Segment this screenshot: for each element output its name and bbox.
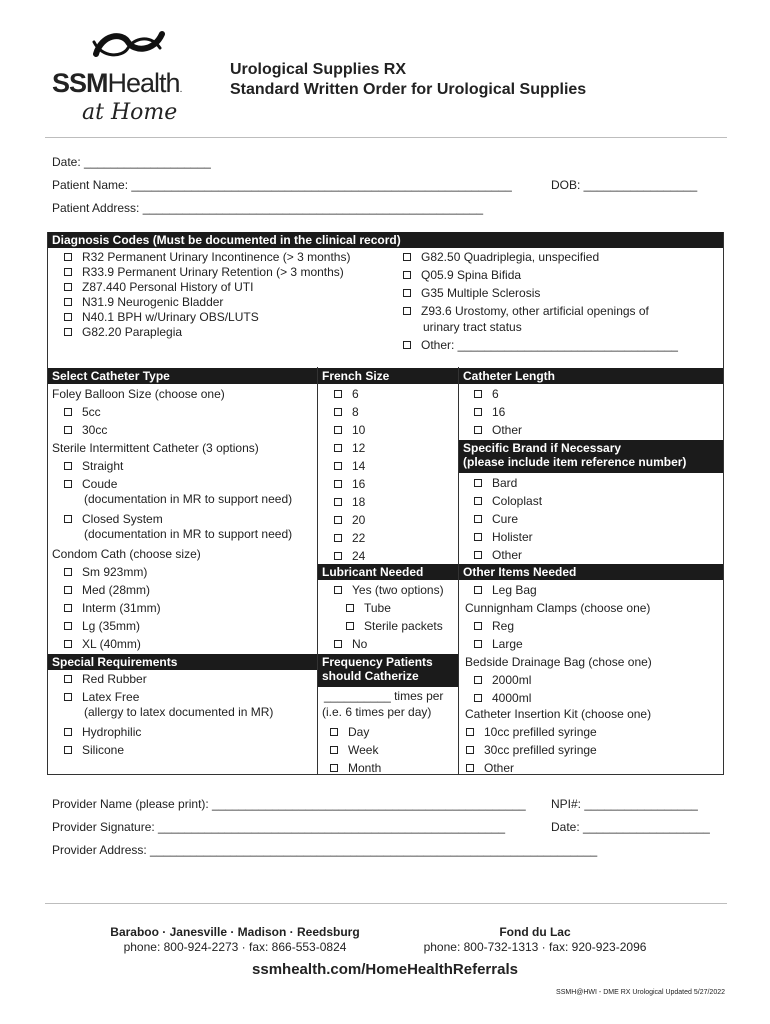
latex-free-option[interactable]: Latex Free (64, 690, 139, 704)
checkbox[interactable] (474, 694, 482, 702)
checkbox[interactable] (334, 552, 342, 560)
insertion-kit-option[interactable]: Other (466, 761, 514, 775)
french-size-option[interactable]: 8 (334, 405, 365, 423)
brand-header-line2: (please include item reference number) (463, 455, 687, 469)
french-size-option[interactable]: 20 (334, 513, 365, 531)
footer-left-cities: Baraboo · Janesville · Madison · Reedsburg (110, 925, 360, 939)
checkbox[interactable] (64, 408, 72, 416)
footer-left-phone: phone: 800-924-2273 · fax: 866-553-0824 (123, 940, 347, 954)
checkbox[interactable] (64, 640, 72, 648)
foley-option[interactable]: 30cc (64, 423, 107, 437)
checkbox[interactable] (334, 426, 342, 434)
checkbox[interactable] (64, 480, 72, 488)
checkbox[interactable] (64, 568, 72, 576)
footer-right (410, 925, 660, 954)
foley-option[interactable]: 5cc (64, 405, 101, 419)
checkbox[interactable] (466, 728, 474, 736)
patient-name-field[interactable]: Patient Name: _________________________________________________________ (52, 178, 512, 192)
condom-option[interactable]: Sm 923mm) (64, 565, 147, 579)
drainage-bag-label: Bedside Drainage Bag (chose one) (465, 655, 652, 669)
checkbox[interactable] (334, 516, 342, 524)
checkbox[interactable] (474, 479, 482, 487)
diagnosis-item[interactable]: N31.9 Neurogenic Bladder (64, 295, 350, 310)
lubricant-yes-option[interactable]: Yes (two options) (334, 583, 444, 597)
lubricant-no-option[interactable]: No (334, 637, 367, 651)
clamps-label: Cunnignham Clamps (choose one) (465, 601, 651, 615)
brand-option[interactable]: Cure (474, 512, 542, 530)
checkbox[interactable] (64, 728, 72, 736)
checkbox[interactable] (334, 534, 342, 542)
checkbox[interactable] (64, 586, 72, 594)
clamp-option[interactable]: Reg (474, 619, 514, 633)
frequency-header-line1: Frequency Patients (322, 655, 433, 669)
straight-option[interactable]: Straight (64, 459, 123, 473)
brand-option[interactable]: Holister (474, 530, 542, 548)
diagnosis-item-cont: urinary tract status (423, 320, 522, 334)
hydrophilic-option[interactable]: Hydrophilic (64, 725, 141, 739)
brand-option[interactable]: Other (474, 548, 542, 566)
checkbox[interactable] (64, 604, 72, 612)
red-rubber-option[interactable]: Red Rubber (64, 672, 147, 686)
checkbox[interactable] (334, 498, 342, 506)
special-requirements-header: Special Requirements (48, 654, 317, 670)
border-right (723, 232, 724, 775)
checkbox[interactable] (64, 675, 72, 683)
diagnosis-item[interactable]: N40.1 BPH w/Urinary OBS/LUTS (64, 310, 350, 325)
closed-note: (documentation in MR to support need) (84, 527, 293, 541)
frequency-header (318, 654, 458, 687)
diagnosis-item[interactable]: Z87.440 Personal History of UTI (64, 280, 350, 295)
footer-right-phone: phone: 800-732-1313 · fax: 920-923-2096 (423, 940, 647, 954)
checkbox[interactable] (403, 307, 411, 315)
brand-tm: . (179, 84, 183, 95)
condom-option[interactable]: Med (28mm) (64, 583, 150, 597)
border-bottom (47, 774, 724, 775)
foley-label: Foley Balloon Size (choose one) (52, 387, 225, 401)
checkbox[interactable] (466, 746, 474, 754)
checkbox[interactable] (474, 497, 482, 505)
checkbox[interactable] (474, 640, 482, 648)
french-size-option[interactable]: 18 (334, 495, 365, 513)
diagnosis-item[interactable]: Z93.6 Urostomy, other artificial openings of (403, 304, 678, 320)
brand-option[interactable]: Bard (474, 476, 542, 494)
diagnosis-item[interactable]: G82.20 Paraplegia (64, 325, 350, 340)
checkbox[interactable] (346, 604, 354, 612)
coude-option[interactable]: Coude (64, 477, 117, 491)
dob-field[interactable]: DOB: _________________ (551, 178, 698, 192)
diagnosis-other[interactable]: Other: _________________________________ (403, 338, 678, 356)
date-field[interactable]: Date: ___________________ (52, 155, 211, 169)
diagnosis-item[interactable]: R33.9 Permanent Urinary Retention (> 3 months) (64, 265, 350, 280)
clamp-option[interactable]: Large (474, 637, 523, 651)
coude-note: (documentation in MR to support need) (84, 492, 293, 506)
checkbox[interactable] (330, 746, 338, 754)
french-size-list (334, 387, 365, 567)
closed-option[interactable]: Closed System (64, 512, 163, 526)
diagnosis-header: Diagnosis Codes (Must be documented in the clinical record) (48, 232, 724, 248)
checkbox[interactable] (334, 462, 342, 470)
checkbox[interactable] (334, 408, 342, 416)
checkbox[interactable] (466, 764, 474, 772)
catheter-type-header: Select Catheter Type (48, 368, 317, 384)
sterile-label: Sterile Intermittent Catheter (3 options) (52, 441, 259, 455)
checkbox[interactable] (64, 622, 72, 630)
border-left (47, 232, 48, 775)
condom-option[interactable]: Interm (31mm) (64, 601, 161, 615)
drainage-bag-option[interactable]: 2000ml (474, 673, 531, 687)
drainage-bag-option[interactable]: 4000ml (474, 691, 531, 705)
lubricant-tube-option[interactable]: Tube (346, 601, 391, 615)
page-title: Urological Supplies RX (230, 61, 407, 78)
tagline: at Home (82, 100, 178, 125)
checkbox[interactable] (403, 341, 411, 349)
checkbox[interactable] (64, 462, 72, 470)
frequency-example: (i.e. 6 times per day) (322, 705, 432, 719)
diagnosis-item[interactable]: R32 Permanent Urinary Incontinence (> 3 months) (64, 250, 350, 265)
checkbox[interactable] (403, 253, 411, 261)
checkbox[interactable] (474, 408, 482, 416)
footer-url[interactable]: ssmhealth.com/HomeHealthReferrals (252, 961, 518, 978)
checkbox[interactable] (64, 268, 72, 276)
page-subtitle: Standard Written Order for Urological Supplies (230, 81, 587, 98)
checkbox[interactable] (346, 622, 354, 630)
checkbox[interactable] (64, 746, 72, 754)
provider-name-field[interactable]: Provider Name (please print): _______________________________________________ (52, 797, 526, 811)
french-size-option[interactable]: 10 (334, 423, 365, 441)
silicone-option[interactable]: Silicone (64, 743, 124, 757)
lubricant-packets-option[interactable]: Sterile packets (346, 619, 443, 633)
condom-label: Condom Cath (choose size) (52, 547, 201, 561)
diagnosis-left-list (64, 250, 350, 340)
footer-divider (45, 903, 727, 904)
checkbox[interactable] (474, 515, 482, 523)
checkbox[interactable] (474, 622, 482, 630)
checkbox[interactable] (334, 480, 342, 488)
lubricant-header: Lubricant Needed (318, 564, 458, 580)
checkbox[interactable] (330, 728, 338, 736)
condom-option[interactable]: Lg (35mm) (64, 619, 140, 633)
footer-right-city: Fond du Lac (499, 925, 571, 939)
checkbox[interactable] (474, 390, 482, 398)
checkbox[interactable] (64, 253, 72, 261)
diagnosis-item[interactable]: G82.50 Quadriplegia, unspecified (403, 250, 678, 268)
french-size-option[interactable]: 22 (334, 531, 365, 549)
frequency-option[interactable]: Day (330, 725, 369, 739)
french-size-header: French Size (318, 368, 458, 384)
checkbox[interactable] (474, 586, 482, 594)
npi-field[interactable]: NPI#: _________________ (551, 797, 698, 811)
french-size-option[interactable]: 16 (334, 477, 365, 495)
checkbox[interactable] (403, 271, 411, 279)
brand-list (474, 476, 542, 566)
checkbox[interactable] (334, 390, 342, 398)
divider (45, 137, 727, 138)
french-size-option[interactable]: 6 (334, 387, 365, 405)
french-size-option[interactable]: 12 (334, 441, 365, 459)
form-code: SSMH@HWI - DME RX Urological Updated 5/27/2022 (556, 989, 725, 996)
checkbox[interactable] (64, 693, 72, 701)
latex-note: (allergy to latex documented in MR) (84, 705, 274, 719)
checkbox[interactable] (474, 676, 482, 684)
insertion-kit-option[interactable]: 30cc prefilled syringe (466, 743, 597, 757)
checkbox[interactable] (334, 640, 342, 648)
insertion-kit-label: Catheter Insertion Kit (choose one) (465, 707, 652, 721)
checkbox[interactable] (330, 764, 338, 772)
checkbox[interactable] (64, 515, 72, 523)
brand-health: Health (107, 68, 180, 98)
checkbox[interactable] (334, 586, 342, 594)
footer-left (75, 925, 395, 954)
condom-option[interactable]: XL (40mm) (64, 637, 141, 651)
provider-date-field[interactable]: Date: ___________________ (551, 820, 710, 834)
checkbox[interactable] (64, 426, 72, 434)
logo (52, 28, 202, 128)
brand-header-line1: Specific Brand if Necessary (463, 441, 622, 455)
checkbox[interactable] (474, 533, 482, 541)
brand-option[interactable]: Coloplast (474, 494, 542, 512)
other-items-header: Other Items Needed (459, 564, 723, 580)
length-option[interactable]: Other (474, 423, 522, 437)
brand-ssm: SSM (52, 68, 108, 98)
length-option[interactable]: 6 (474, 387, 499, 401)
provider-address-field[interactable]: Provider Address: ___________________________________________________________________ (52, 843, 598, 857)
checkbox[interactable] (64, 298, 72, 306)
diagnosis-right-list (403, 250, 678, 356)
diagnosis-item[interactable]: G35 Multiple Sclerosis (403, 286, 678, 304)
diagnosis-item[interactable]: Q05.9 Spina Bifida (403, 268, 678, 286)
frequency-option[interactable]: Week (330, 743, 378, 757)
frequency-times-field[interactable]: __________ times per (324, 689, 444, 703)
checkbox[interactable] (64, 328, 72, 336)
checkbox[interactable] (334, 444, 342, 452)
provider-signature-field[interactable]: Provider Signature: ____________________________________________________ (52, 820, 506, 834)
checkbox[interactable] (64, 313, 72, 321)
checkbox[interactable] (474, 551, 482, 559)
checkbox[interactable] (403, 289, 411, 297)
length-option[interactable]: 16 (474, 405, 505, 419)
frequency-header-line2: should Catherize (322, 669, 419, 683)
insertion-kit-option[interactable]: 10cc prefilled syringe (466, 725, 597, 739)
checkbox[interactable] (474, 426, 482, 434)
patient-address-field[interactable]: Patient Address: ___________________________________________________ (52, 201, 484, 215)
french-size-option[interactable]: 14 (334, 459, 365, 477)
ssm-swirl-icon (88, 28, 168, 62)
leg-bag-option[interactable]: Leg Bag (474, 583, 537, 597)
french-size-option[interactable]: 24 (334, 549, 365, 567)
checkbox[interactable] (64, 283, 72, 291)
brand-header (459, 440, 723, 473)
catheter-length-header: Catheter Length (459, 368, 723, 384)
frequency-option[interactable]: Month (330, 761, 381, 775)
